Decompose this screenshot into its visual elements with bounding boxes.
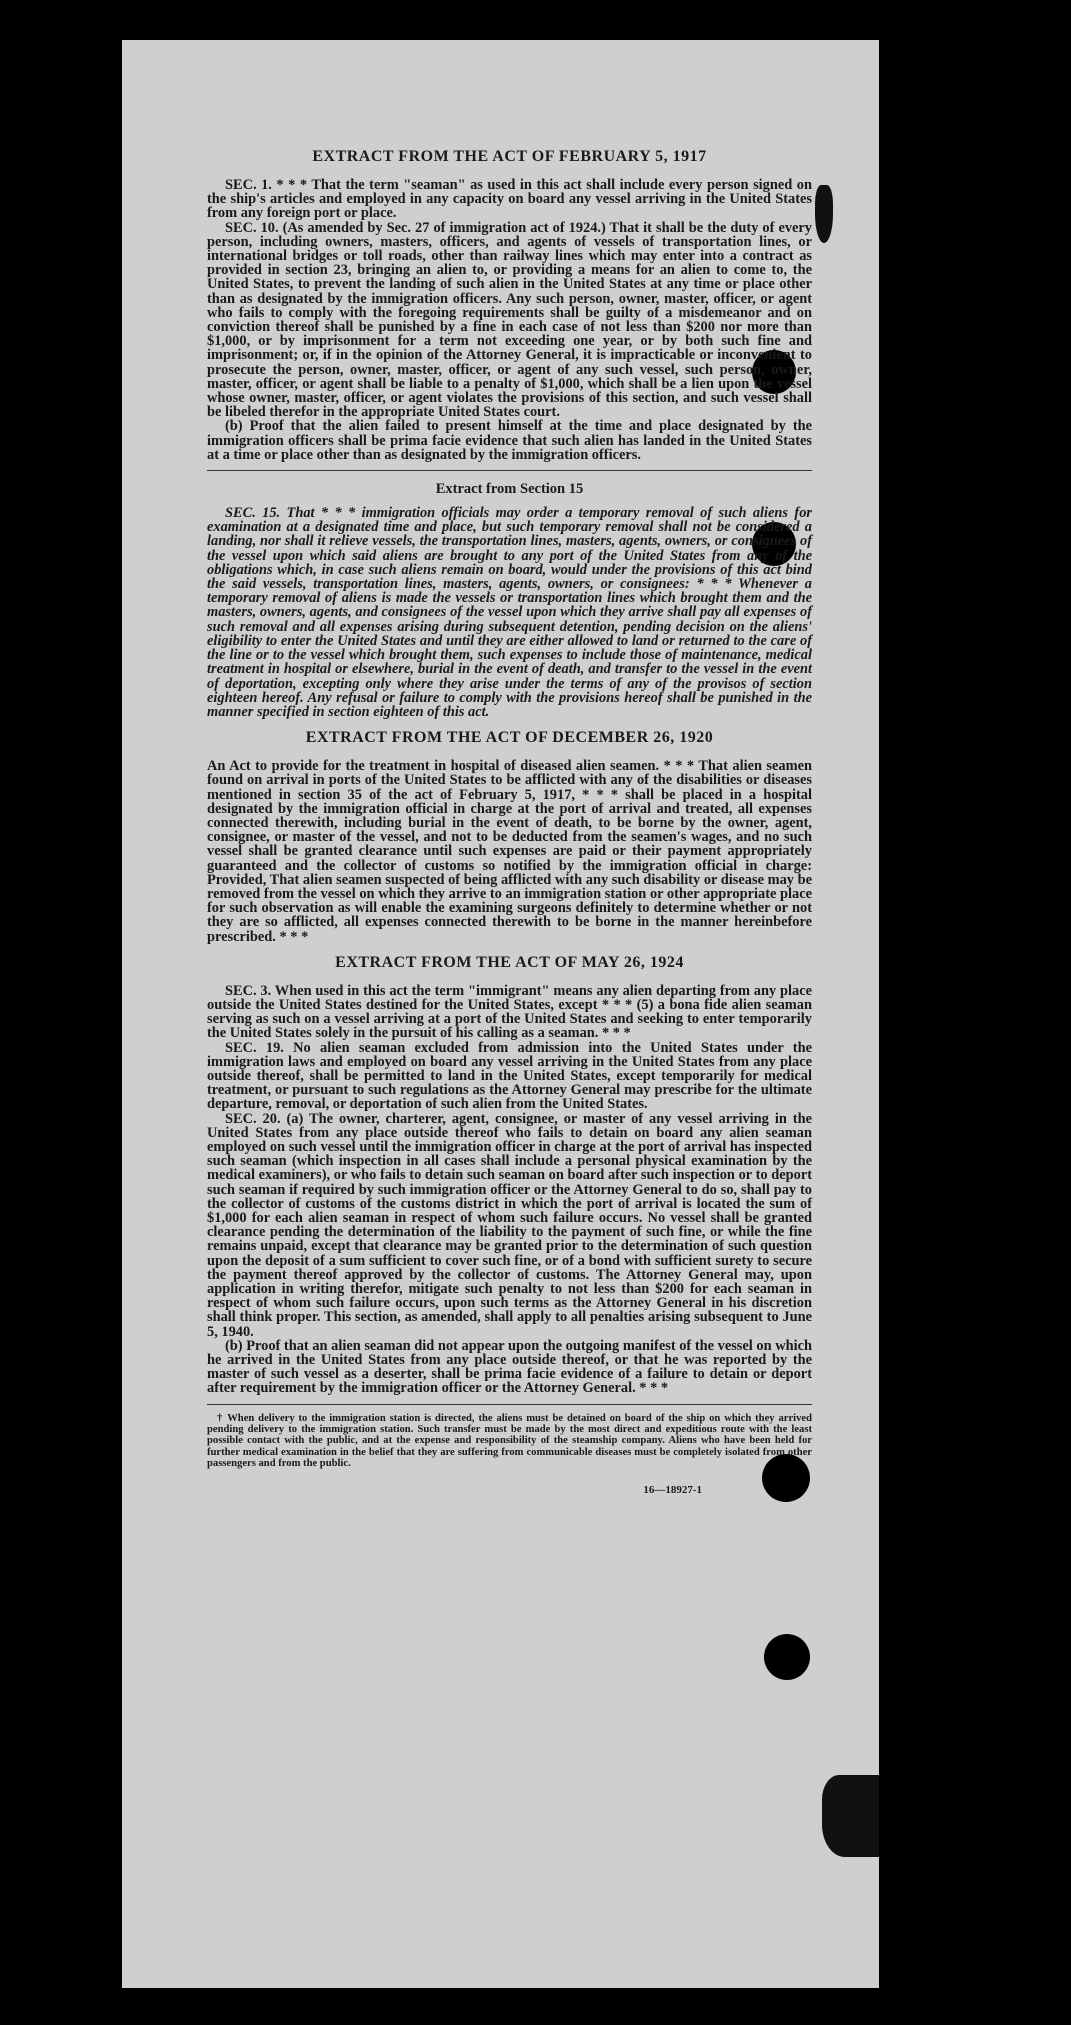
divider bbox=[207, 1404, 812, 1405]
scan-blot bbox=[822, 1775, 879, 1857]
footnote-text: † When delivery to the immigration station is directed, the aliens must be detained on board of the ship on which they arrived pending delivery to the immigration station. Such transfer must be made by the most direct and expeditious route with the least possible contact with the public, and at the expense and responsibility of the steamship company. Aliens who have been held for further medical examination in the belief that they are suffering from communicable diseases must be completely isolated from other passengers and from the public. bbox=[207, 1412, 812, 1470]
heading-section-15: Extract from Section 15 bbox=[435, 481, 584, 498]
heading-act-1917: EXTRACT FROM THE ACT OF FEBRUARY 5, 1917 bbox=[312, 148, 707, 165]
divider bbox=[207, 470, 812, 471]
punch-hole bbox=[764, 1634, 810, 1680]
document-page bbox=[122, 40, 879, 1988]
section-1: SEC. 1. * * * That the term "seaman" as used in this act shall include every person signed on the ship's articles and employed in any capacity on board any vessel arriving in the United States from any foreign port or place. bbox=[207, 177, 812, 222]
section-10b: (b) Proof that the alien failed to present himself at the time and place designated by the immigration officers shall be prima facie evidence that such alien has landed in the United States at a time or place other than as designated by the immigration officers. bbox=[207, 418, 812, 463]
scan-blot bbox=[815, 185, 833, 243]
heading-act-1920: EXTRACT FROM THE ACT OF DECEMBER 26, 1920 bbox=[305, 729, 714, 747]
act-1920-body: An Act to provide for the treatment in hospital of diseased alien seamen. * * * That alien seamen found on arrival in ports of the United States to be afflicted with any of the disabilities or diseases mentioned in section 35 of the act of February 5, 1917, * * * shall be placed in a hospital designated by the immigration official in charge at the port of arrival and treated, all expenses connected therewith, including burial in the event of death, to be borne by the owner, agent, consignee, or master of the vessel, and not to be deducted from the seamen's wages, and no such vessel shall be granted clearance until such expenses are paid or their payment appropriately guaranteed and the collector of customs so notified by the immigration official in charge: Provided, That alien seamen suspected of being afflicted with any such disability or disease may be removed from the vessel on which they arrive to an immigration station or other appropriate place for such observation as will enable the examining surgeons definitely to determine whether or not they are so afflicted, all expenses connected therewith to be borne in the manner hereinbefore prescribed. * * * bbox=[207, 758, 812, 945]
form-number: 16—18927-1 bbox=[643, 1483, 702, 1496]
document-body bbox=[207, 138, 812, 1496]
section-3: SEC. 3. When used in this act the term "immigrant" means any alien departing from any place outside the United States destined for the United States, except * * * (5) a bona fide alien seaman serving as such on a vessel arriving at a port of the United States and seeking to enter temporarily the United States solely in the pursuit of his calling as a seaman. * * * bbox=[207, 982, 812, 1042]
footnote bbox=[207, 1413, 812, 1470]
section-19: SEC. 19. No alien seaman excluded from admission into the United States under the immigration laws and employed on board any vessel arriving in the United States from any place outside thereof, shall be permitted to land in the United States, except temporarily for medical treatment, or pursuant to such regulations as the Attorney General may prescribe for the ultimate departure, removal, or deportation of such alien from the United States. bbox=[207, 1039, 812, 1113]
section-20a: SEC. 20. (a) The owner, charterer, agent, consignee, or master of any vessel arriving in the United States from any place outside thereof who fails to detain on board any alien seaman employed on such vessel until the immigration officer in charge at the port of arrival has inspected such seaman (which inspection in all cases shall include a personal physical examination by the medical examiners), or who fails to detain such seaman on board after such inspection or to deport such seaman if required by such immigration officer or the Attorney General to do so, shall pay to the collector of customs of the customs district in which the port of arrival is located the sum of $1,000 for each alien seaman in respect of whom such failure occurs. No vessel shall be granted clearance pending the determination of the liability to the payment of such fine, or while the fine remains unpaid, except that clearance may be granted prior to the determination of such question upon the deposit of a sum sufficient to cover such fine, or of a bond with sufficient surety to secure the payment thereof approved by the collector of customs. The Attorney General may, upon application in writing therefor, mitigate such penalty to not less than $200 for each seaman in respect of whom such failure occurs, upon such terms as the Attorney General in his discretion shall think proper. This section, as amended, shall apply to all penalties arising subsequent to June 5, 1940. bbox=[207, 1110, 812, 1340]
heading-act-1924: EXTRACT FROM THE ACT OF MAY 26, 1924 bbox=[335, 953, 684, 971]
section-20b: (b) Proof that an alien seaman did not appear upon the outgoing manifest of the vessel on which he arrived in the United States from any place outside thereof, or that he was reported by the master of such vessel as a deserter, shall be prima facie evidence of a failure to detain or deport after requirement by the immigration officer or the Attorney General. * * * bbox=[207, 1337, 812, 1397]
section-10: SEC. 10. (As amended by Sec. 27 of immigration act of 1924.) That it shall be the duty of every person, including owners, masters, officers, and agents of vessels of transportation lines, or international bridges or toll roads, other than railway lines which may enter into a contract as provided in section 23, bringing an alien to, or providing a means for an alien to come to, the United States, to prevent the landing of such alien in the United States at any time or place other than as designated by the immigration officers. Any such person, owner, master, officer, or agent who fails to comply with the foregoing requirements shall be guilty of a misdemeanor and on conviction thereof shall be punished by a fine in each case of not less than $200 nor more than $1,000, or by imprisonment for a term not exceeding one year, or by both such fine and imprisonment; or, if in the opinion of the Attorney General, it is impracticable or inconvenient to prosecute the person, owner, master, officer, or agent of any such vessel, such person, owner, master, officer, or agent shall be liable to a penalty of $1,000, which shall be a lien upon the vessel whose owner, master, officer, or agent violates the provisions of this section, and such vessel shall be libeled therefor in the appropriate United States court. bbox=[207, 219, 812, 421]
section-15: SEC. 15. That * * * immigration officials may order a temporary removal of such aliens for examination at a designated time and place, but such temporary removal shall not be considered a landing, nor shall it relieve vessels, the transportation lines, masters, agents, owners, or consignees of the vessel upon which said aliens are brought to any port of the United States from any of the obligations which, in case such aliens remain on board, would under the provisions of this act bind the said vessels, transportation lines, masters, agents, owners, or consignees: * * * Whenever a temporary removal of aliens is made the vessels or transportation lines which brought them and the masters, owners, agents, and consignees of the vessel upon which they arrive shall pay all expenses of such removal and all expenses arising during subsequent detention, pending decision on the aliens' eligibility to enter the United States and until they are either allowed to land or returned to the care of the line or to the vessel which brought them, such expenses to include those of maintenance, medical treatment in hospital or elsewhere, burial in the event of death, and transfer to the vessel in the event of deportation, excepting only where they arise under the terms of any of the provisos of section eighteen hereof. Any refusal or failure to comply with the provisions hereof shall be punished in the manner specified in section eighteen of this act. bbox=[207, 505, 812, 720]
